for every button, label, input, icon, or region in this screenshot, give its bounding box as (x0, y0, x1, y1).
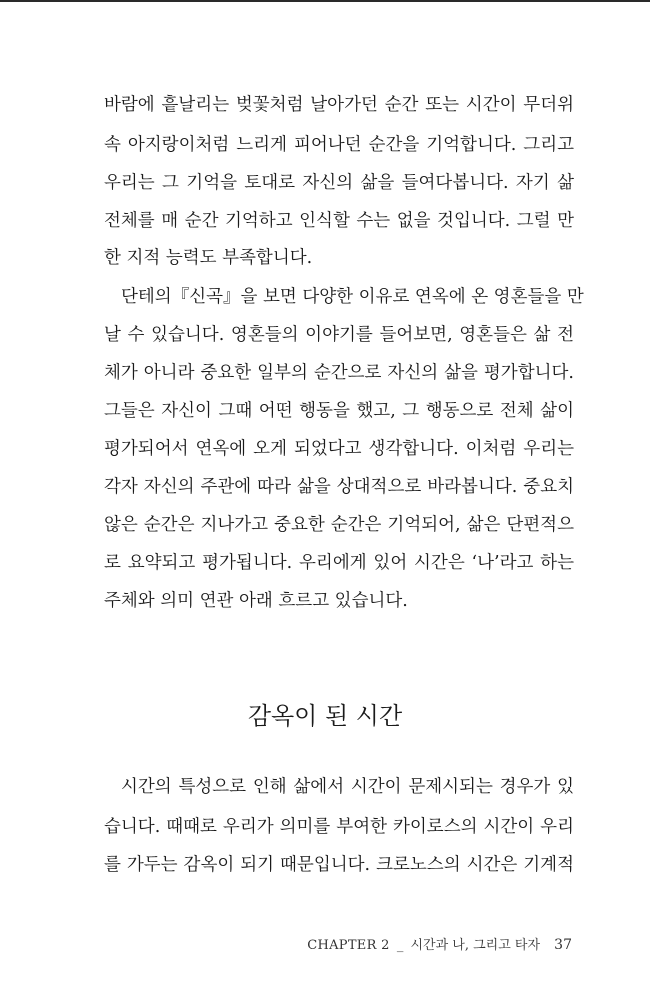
text-line: 속 아지랑이처럼 느리게 피어나던 순간을 기억합니다. 그리고 (104, 135, 574, 155)
text-line: 그들은 자신이 그때 어떤 행동을 했고, 그 행동으로 전체 삶이 (104, 401, 574, 421)
text-line: 전체를 매 순간 기억하고 인식할 수는 없을 것입니다. 그럴 만 (104, 211, 574, 231)
section-heading: 감옥이 된 시간 (247, 702, 403, 730)
footer-chapter: CHAPTER 2 (307, 938, 390, 953)
text-line: 각자 자신의 주관에 따라 삶을 상대적으로 바라봅니다. 중요치 (104, 477, 574, 497)
text-line: 바람에 흩날리는 벚꽃처럼 날아가던 순간 또는 시간이 무더위 (104, 95, 574, 115)
text-line: 로 요약되고 평가됩니다. 우리에게 있어 시간은 ‘나’라고 하는 (104, 553, 574, 573)
page-number: 37 (554, 937, 572, 953)
text-line: 시간의 특성으로 인해 삶에서 시간이 문제시되는 경우가 있 (121, 777, 574, 797)
text-line: 한 지적 능력도 부족합니다. (104, 248, 313, 268)
text-line: 평가되어서 연옥에 오게 되었다고 생각합니다. 이처럼 우리는 (104, 439, 574, 459)
text-line: 우리는 그 기억을 토대로 자신의 삶을 들여다봅니다. 자기 삶 (104, 173, 574, 193)
top-rule (0, 0, 650, 2)
text-line: 주체와 의미 연관 아래 흐르고 있습니다. (104, 591, 408, 611)
text-line: 체가 아니라 중요한 일부의 순간으로 자신의 삶을 평가합니다. (104, 363, 574, 383)
footer-title: 시간과 나, 그리고 타자 (410, 938, 541, 953)
text-line: 단테의『신곡』을 보면 다양한 이유로 연옥에 온 영혼들을 만 (121, 287, 584, 307)
text-line: 날 수 있습니다. 영혼들의 이야기를 들어보면, 영혼들은 삶 전 (104, 325, 574, 345)
footer-separator: _ (396, 938, 404, 953)
text-line: 않은 순간은 지나가고 중요한 순간은 기억되어, 삶은 단편적으 (104, 515, 574, 535)
text-line: 를 가두는 감옥이 되기 때문입니다. 크로노스의 시간은 기계적 (104, 855, 574, 875)
text-line: 습니다. 때때로 우리가 의미를 부여한 카이로스의 시간이 우리 (104, 817, 574, 837)
page-footer (307, 936, 572, 955)
